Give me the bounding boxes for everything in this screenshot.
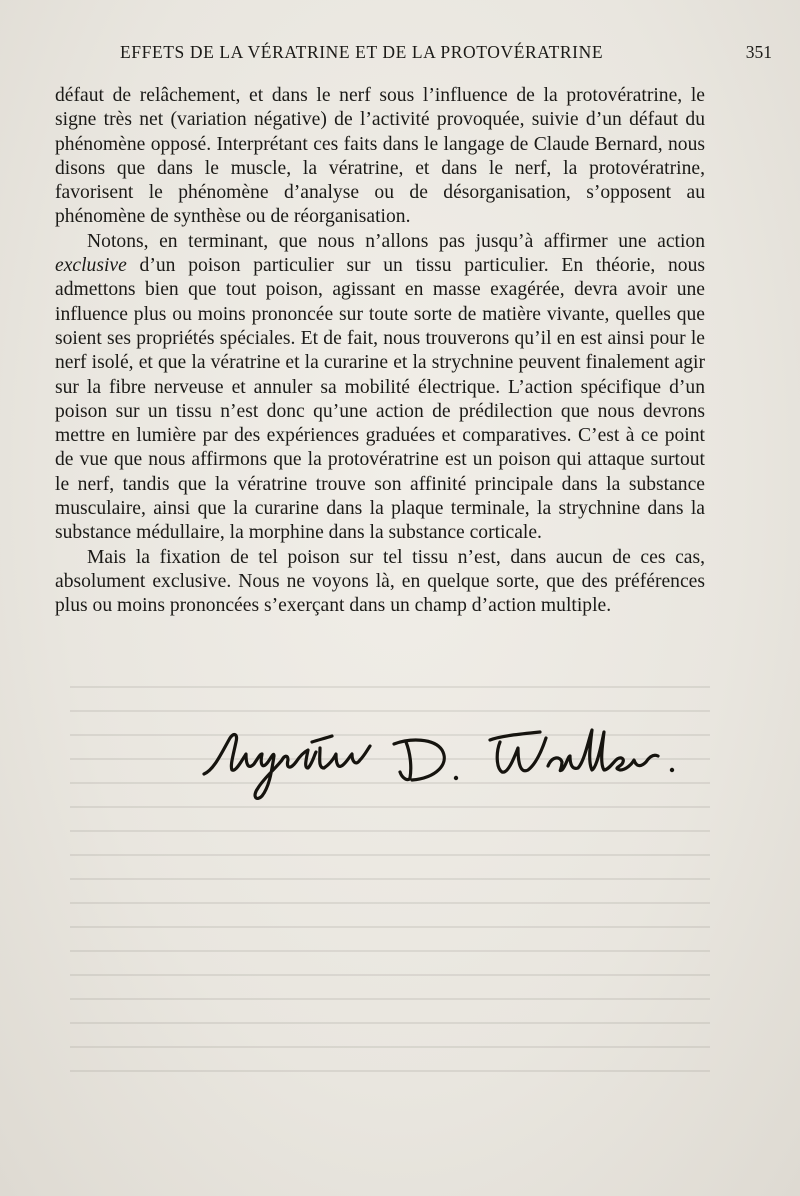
page-number: 351 — [745, 42, 772, 62]
body-text — [55, 84, 705, 619]
paragraph-2-rest: d’un poison particulier sur un tissu particulier. En théorie, nous admettons bien que tout poison, agissant en masse exagérée, devra avoir une influence plus ou moins prononcée sur toute sorte de matière vivante, quelles que soient ses propriétés spéciales. Et de fait, nous trouverons qu’il en est ainsi pour le nerf isolé, et que la vératrine et la curarine et la strychnine peuvent finalement agir sur la fibre nerveuse et annuler sa mobilité électrique. L’action spécifique d’un poison sur un tissu n’est donc qu’une action de prédilection que nous devrons mettre en lumière par des expériences graduées et comparatives. C’est à ce point de vue que nous affirmons que la protovératrine est un poison qui attaque surtout le nerf, tandis que la vératrine trouve son affinité principale dans la substance musculaire, ainsi que la curarine dans la plaque terminale, la strychnine dans la substance médullaire, la morphine dans la substance corticale. — [55, 255, 705, 544]
page-header — [60, 42, 780, 66]
paragraph-3: Mais la fixation de tel poison sur tel tissu n’est, dans aucun de ces cas, absolument exclusive. Nous ne voyons là, en quelque sorte, que des préférences plus ou moins prononcées s’exerçant dans un champ d’action multiple. — [55, 546, 705, 617]
italic-word-exclusive: exclusive — [55, 255, 127, 277]
handwritten-signature — [200, 712, 720, 812]
paragraph-1: défaut de relâchement, et dans le nerf sous l’influence de la protovératrine, le signe très net (variation négative) de l’activité provoquée, suivie d’un défaut du phénomène opposé. Interprétant ces faits dans le langage de Claude Bernard, nous disons que dans le muscle, la vératrine, et dans le nerf, la protovératrine, favorisent le phénomène d’analyse ou de désorganisation, s’opposent au phénomène de synthèse ou de réorganisation. — [55, 85, 705, 228]
paragraph-2-lead: Notons, en terminant, que nous n’allons pas jusqu’à affirmer une action — [87, 230, 705, 252]
signature-drawing — [200, 712, 720, 812]
paragraph-2 — [55, 230, 705, 546]
running-title: EFFETS DE LA VÉRATRINE ET DE LA PROTOVÉRATRINE — [120, 42, 604, 62]
